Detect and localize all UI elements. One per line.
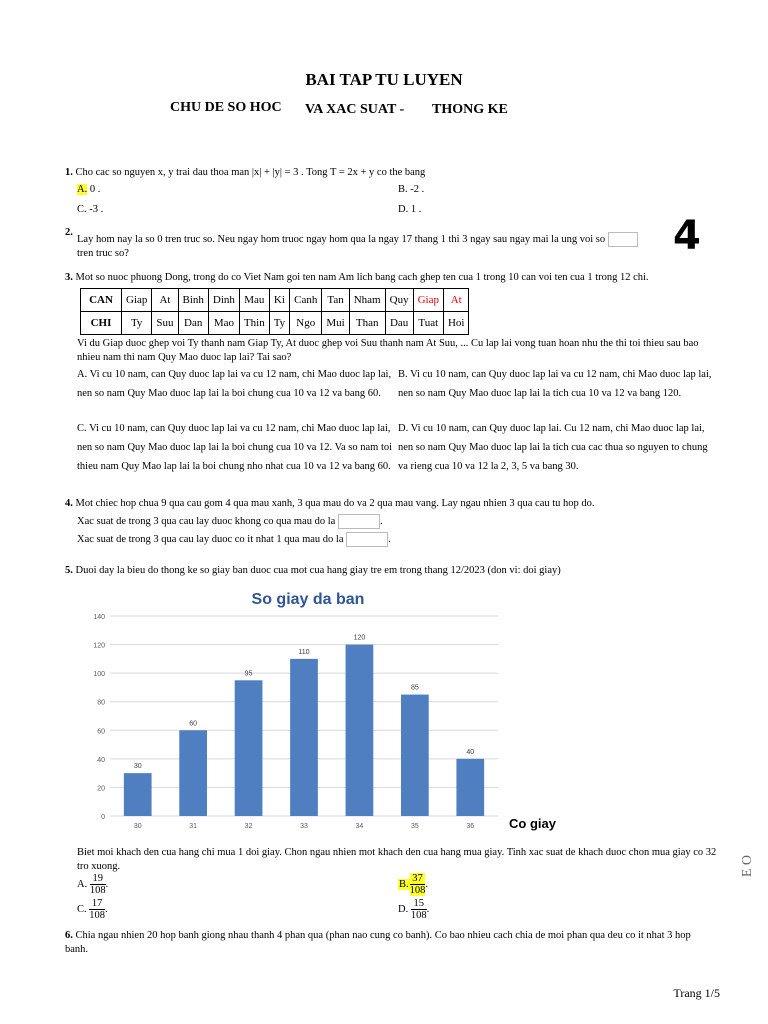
question-2-text: Lay hom nay la so 0 tren truc so. Neu ngay hom truoc ngay hom qua la ngay 17 thang 1 thi 3 ngay sau ngay mai la ung voi so tren truc so? xyxy=(77,232,667,261)
can-cell: Canh xyxy=(290,289,322,312)
can-cell: Giap xyxy=(413,289,443,312)
chi-cell: Dan xyxy=(178,312,208,335)
chi-cell: Mao xyxy=(208,312,239,335)
x-tick-label: 35 xyxy=(410,823,419,830)
q1-option-a[interactable] xyxy=(77,183,100,197)
x-axis-ticks xyxy=(134,823,474,830)
data-label: 85 xyxy=(410,684,419,692)
data-label: 95 xyxy=(244,670,253,678)
chi-cell: Ngo xyxy=(290,312,322,335)
q1-option-b[interactable]: B. -2 . xyxy=(398,184,425,195)
page-number: Trang 1/5 xyxy=(673,986,720,1000)
x-tick-label: 30 xyxy=(133,823,142,830)
side-glyphs: E O xyxy=(740,855,755,878)
chi-cell: Thin xyxy=(239,312,269,335)
q5-option-c[interactable]: C. $\frac{17}{108}$ . xyxy=(77,898,108,921)
can-cell: Tan xyxy=(322,289,349,312)
data-label: 40 xyxy=(466,748,475,756)
chi-cell: Than xyxy=(349,312,385,335)
y-tick-label: 60 xyxy=(97,728,105,736)
q5-paragraph: Biet moi khach den cua hang chi mua 1 doi giay. Chon ngau nhien mot khach den cua hang mua giay. Tinh xac suat de khach duoc chon mua giay co 32 tro xuong. xyxy=(77,847,717,872)
chi-header: CHI xyxy=(81,312,122,335)
bar-chart xyxy=(82,580,534,834)
can-chi-table xyxy=(80,288,469,335)
can-cell: Dinh xyxy=(208,289,239,312)
q5-option-b[interactable]: B. $\frac{37}{108}$ . xyxy=(399,873,429,896)
data-label: 30 xyxy=(133,763,142,771)
answer-box[interactable] xyxy=(338,514,380,529)
q3-option-b[interactable]: B. Vi cu 10 nam, can Quy duoc lap lai va cu 12 nam, chi Mao duoc lap lai, nen so nam Quy Mao duoc lap lai la tich cua 10 va 12 va bang 120. xyxy=(398,369,712,399)
can-row xyxy=(81,289,469,312)
chi-cell: Ty xyxy=(122,312,152,335)
question-number-2: 2. xyxy=(65,227,73,238)
chi-cell: Dau xyxy=(385,312,413,335)
bar xyxy=(456,759,484,816)
chart-bars xyxy=(124,635,484,816)
q4-line-2: Xac suat de trong 3 qua cau lay duoc co it nhat 1 qua mau do la . xyxy=(77,532,391,547)
option-text: 0 . xyxy=(89,184,101,195)
subtitle-part-1: CHU DE SO HOC xyxy=(170,100,282,115)
bar xyxy=(124,773,152,816)
question-text: Cho cac so nguyen x, y trai dau thoa man |x| + |y| = 3 . Tong T = 2x + y co the bang xyxy=(75,167,426,178)
chi-cell: Mui xyxy=(322,312,349,335)
fraction: $\frac{17}{108}$ xyxy=(89,898,106,921)
x-tick-label: 36 xyxy=(466,823,475,830)
question-4: 4. Mot chiec hop chua 9 qua cau gom 4 qua mau xanh, 3 qua mau do va 2 qua mau vang. Lay ngau nhien 3 qua cau tu hop do. xyxy=(65,498,595,509)
chart-title: So giay da ban xyxy=(251,591,365,608)
option-label: A. xyxy=(77,184,88,195)
chi-cell: Ty xyxy=(269,312,289,335)
x-tick-label: 32 xyxy=(244,823,253,830)
fraction: $\frac{37}{108}$ xyxy=(409,873,426,896)
bar xyxy=(179,730,207,816)
data-label: 110 xyxy=(298,648,310,656)
chi-row xyxy=(81,312,469,335)
q4-line-1: Xac suat de trong 3 qua cau lay duoc khong co qua mau do la . xyxy=(77,514,383,529)
chi-cell: Hoi xyxy=(443,312,469,335)
page-title: BAI TAP TU LUYEN xyxy=(305,70,463,89)
q5-option-a[interactable]: A. $\frac{19}{108}$ . xyxy=(77,873,109,896)
fraction: $\frac{15}{108}$ xyxy=(410,898,427,921)
q3-paragraph: Vi du Giap duoc ghep voi Ty thanh nam Giap Ty, At duoc ghep voi Suu thanh nam At Suu, ... Cu lap lai vong tuan hoan nhu the thi toi thieu sau bao nhieu nam thi nam Quy Mao duoc lap lai? Tai sao? xyxy=(77,338,699,363)
question-6: 6. Chia ngau nhien 20 hop banh giong nhau thanh 4 phan qua (phan nao cung co banh). Co bao nhieu cach chia de moi phan qua deu co it nhat 3 hop banh. xyxy=(65,930,691,955)
handwritten-answer: 4 xyxy=(673,213,701,259)
q3-option-c[interactable]: C. Vi cu 10 nam, can Quy duoc lap lai va cu 12 nam, chi Mao duoc lap lai, nen so nam Quy Mao duoc lap lai la boi chung cua 10 va 12. Va so nam toi thieu nam Quy Mao lap lai la boi chung nho nhat cua 10 va 12 va bang 60. xyxy=(77,423,393,472)
can-cell: Mau xyxy=(239,289,269,312)
question-number: 1. xyxy=(65,167,73,178)
can-cell: Ki xyxy=(269,289,289,312)
y-tick-label: 140 xyxy=(93,614,105,621)
chi-cell: Tuat xyxy=(413,312,443,335)
question-3: 3. Mot so nuoc phuong Dong, trong do co Viet Nam goi ten nam Am lich bang cach ghep ten cua 1 trong 10 can voi ten cua 1 trong 12 chi. xyxy=(65,272,649,283)
fraction: $\frac{19}{108}$ xyxy=(89,873,106,896)
x-axis-label: Co giay xyxy=(509,816,556,831)
subtitle-part-2: VA XAC SUAT - xyxy=(305,102,405,117)
data-label: 60 xyxy=(189,720,198,728)
answer-box[interactable] xyxy=(608,232,638,247)
question-5: 5. Duoi day la bieu do thong ke so giay ban duoc cua mot cua hang giay tre em trong thang 12/2023 (don vi: doi giay) xyxy=(65,565,561,576)
x-tick-label: 31 xyxy=(189,823,198,830)
x-tick-label: 34 xyxy=(355,823,364,830)
can-header: CAN xyxy=(81,289,122,312)
y-axis-ticks xyxy=(93,614,105,821)
q5-option-d[interactable]: D. $\frac{15}{108}$ . xyxy=(398,898,430,921)
q1-option-c[interactable]: C. -3 . xyxy=(77,204,104,215)
y-tick-label: 80 xyxy=(97,699,105,707)
can-cell: Nham xyxy=(349,289,385,312)
x-tick-label: 33 xyxy=(300,823,308,830)
y-tick-label: 0 xyxy=(101,814,105,821)
can-cell: At xyxy=(152,289,178,312)
can-cell: Binh xyxy=(178,289,208,312)
bar xyxy=(346,645,374,816)
y-tick-label: 120 xyxy=(93,642,105,650)
bar xyxy=(235,680,263,816)
answer-box[interactable] xyxy=(346,532,388,547)
y-tick-label: 20 xyxy=(97,785,105,793)
q3-option-a[interactable]: A. Vi cu 10 nam, can Quy duoc lap lai va cu 12 nam, chi Mao duoc lap lai, nen so nam Quy Mao duoc lap lai la boi chung cua 10 va 12 va bang 60. xyxy=(77,369,392,399)
bar xyxy=(290,659,318,816)
can-cell: Quy xyxy=(385,289,413,312)
can-cell: At xyxy=(443,289,469,312)
data-label: 120 xyxy=(353,634,366,642)
y-tick-label: 100 xyxy=(93,671,105,679)
y-tick-label: 40 xyxy=(97,756,105,764)
bar xyxy=(401,695,429,816)
q3-option-d[interactable]: D. Vi cu 10 nam, can Quy duoc lap lai. Cu 12 nam, chi Mao duoc lap lai, nen so nam Quy Mao duoc lap lai la tich cua cac thua so nguyen to chung va rieng cua 10 va 12 la 2, 3, 5 va bang 30. xyxy=(398,423,708,472)
chi-cell: Suu xyxy=(152,312,178,335)
q1-option-d[interactable]: D. 1 . xyxy=(398,204,422,215)
question-1 xyxy=(65,166,725,180)
can-cell: Giap xyxy=(122,289,152,312)
subtitle-part-3: THONG KE xyxy=(432,102,508,117)
